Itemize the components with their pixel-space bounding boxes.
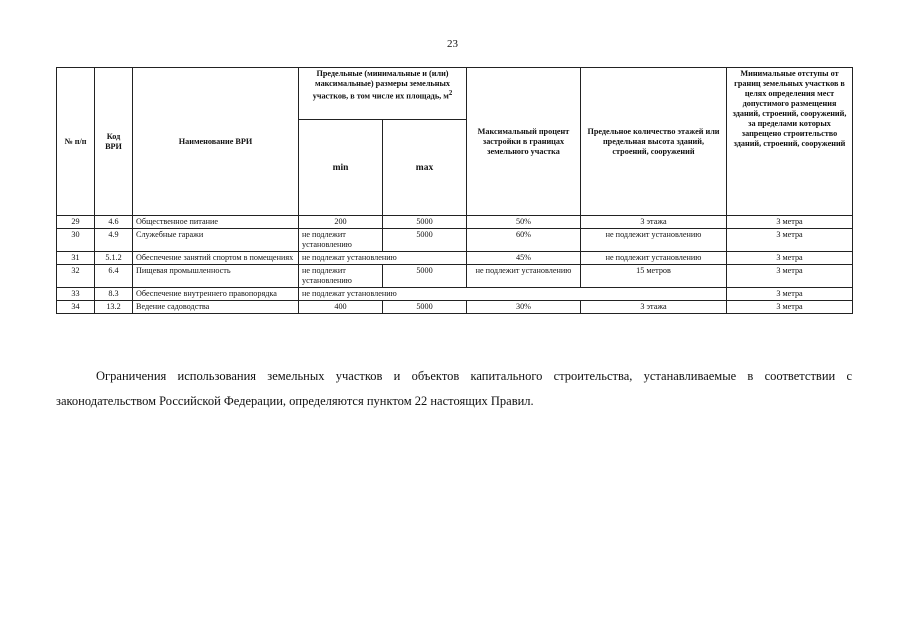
cell-code: 8.3 (95, 288, 133, 301)
header-min: min (299, 120, 383, 216)
cell-min: 400 (299, 301, 383, 314)
cell-num: 30 (57, 229, 95, 252)
cell-num: 31 (57, 252, 95, 265)
cell-max: 5000 (383, 216, 467, 229)
cell-name: Пищевая промышленность (133, 265, 299, 288)
cell-setback: 3 метра (727, 301, 853, 314)
table-row (57, 252, 853, 265)
cell-percent: 50% (467, 216, 581, 229)
cell-code: 4.9 (95, 229, 133, 252)
cell-min: 200 (299, 216, 383, 229)
header-build-percent: Максимальный процент застройки в границах земельного участка (467, 68, 581, 216)
cell-percent: 30% (467, 301, 581, 314)
cell-code: 13.2 (95, 301, 133, 314)
cell-floors: не подлежит установлению (581, 229, 727, 252)
header-floors: Предельное количество этажей или предельная высота зданий, строений, сооружений (581, 68, 727, 216)
cell-max: 5000 (383, 301, 467, 314)
cell-floors: не подлежит установлению (581, 252, 727, 265)
page-number: 23 (447, 38, 458, 50)
cell-percent: 60% (467, 229, 581, 252)
cell-setback: 3 метра (727, 265, 853, 288)
cell-max: 5000 (383, 265, 467, 288)
cell-name: Обеспечение занятий спортом в помещениях (133, 252, 299, 265)
cell-code: 6.4 (95, 265, 133, 288)
header-size-group: Предельные (минимальные и (или) максимальные) размеры земельных участков, в том числе их площадь, $м^2$ (299, 68, 467, 120)
vri-table (56, 67, 853, 314)
table-row (57, 288, 853, 301)
cell-name: Общественное питание (133, 216, 299, 229)
cell-name: Ведение садоводства (133, 301, 299, 314)
cell-name: Обеспечение внутреннего правопорядка (133, 288, 299, 301)
table-row (57, 301, 853, 314)
cell-floors: 3 этажа (581, 301, 727, 314)
table-row (57, 265, 853, 288)
cell-setback: 3 метра (727, 288, 853, 301)
cell-max: 5000 (383, 229, 467, 252)
cell-floors: 3 этажа (581, 216, 727, 229)
cell-percent: 45% (467, 252, 581, 265)
header-setback: Минимальные отступы от границ земельных участков в целях определения мест допустимого размещения зданий, строений, сооружений, за пределами которых запрещено строительство зданий, строений, сооружений (727, 68, 853, 216)
cell-num: 34 (57, 301, 95, 314)
cell-setback: 3 метра (727, 216, 853, 229)
cell-code: 4.6 (95, 216, 133, 229)
header-code: Код ВРИ (95, 68, 133, 216)
cell-floors: 15 метров (581, 265, 727, 288)
cell-all-merged: не подлежат установлению (299, 288, 727, 301)
cell-setback: 3 метра (727, 229, 853, 252)
cell-name: Служебные гаражи (133, 229, 299, 252)
body-paragraph: Ограничения использования земельных участков и объектов капитального строительства, устанавливаемые в соответствии с законодательством Российской Федерации, определяются пунктом 22 настоящих Правил. (56, 369, 852, 408)
table-row (57, 229, 853, 252)
cell-num: 29 (57, 216, 95, 229)
table-row (57, 216, 853, 229)
cell-setback: 3 метра (727, 252, 853, 265)
cell-min: не подлежит установлению (299, 265, 383, 288)
cell-code: 5.1.2 (95, 252, 133, 265)
cell-min: не подлежит установлению (299, 229, 383, 252)
header-num: № п/п (57, 68, 95, 216)
header-name: Наименование ВРИ (133, 68, 299, 216)
cell-percent: не подлежит установлению (467, 265, 581, 288)
cell-min-max-merged: не подлежат установлению (299, 252, 467, 265)
cell-num: 32 (57, 265, 95, 288)
header-max: max (383, 120, 467, 216)
cell-num: 33 (57, 288, 95, 301)
